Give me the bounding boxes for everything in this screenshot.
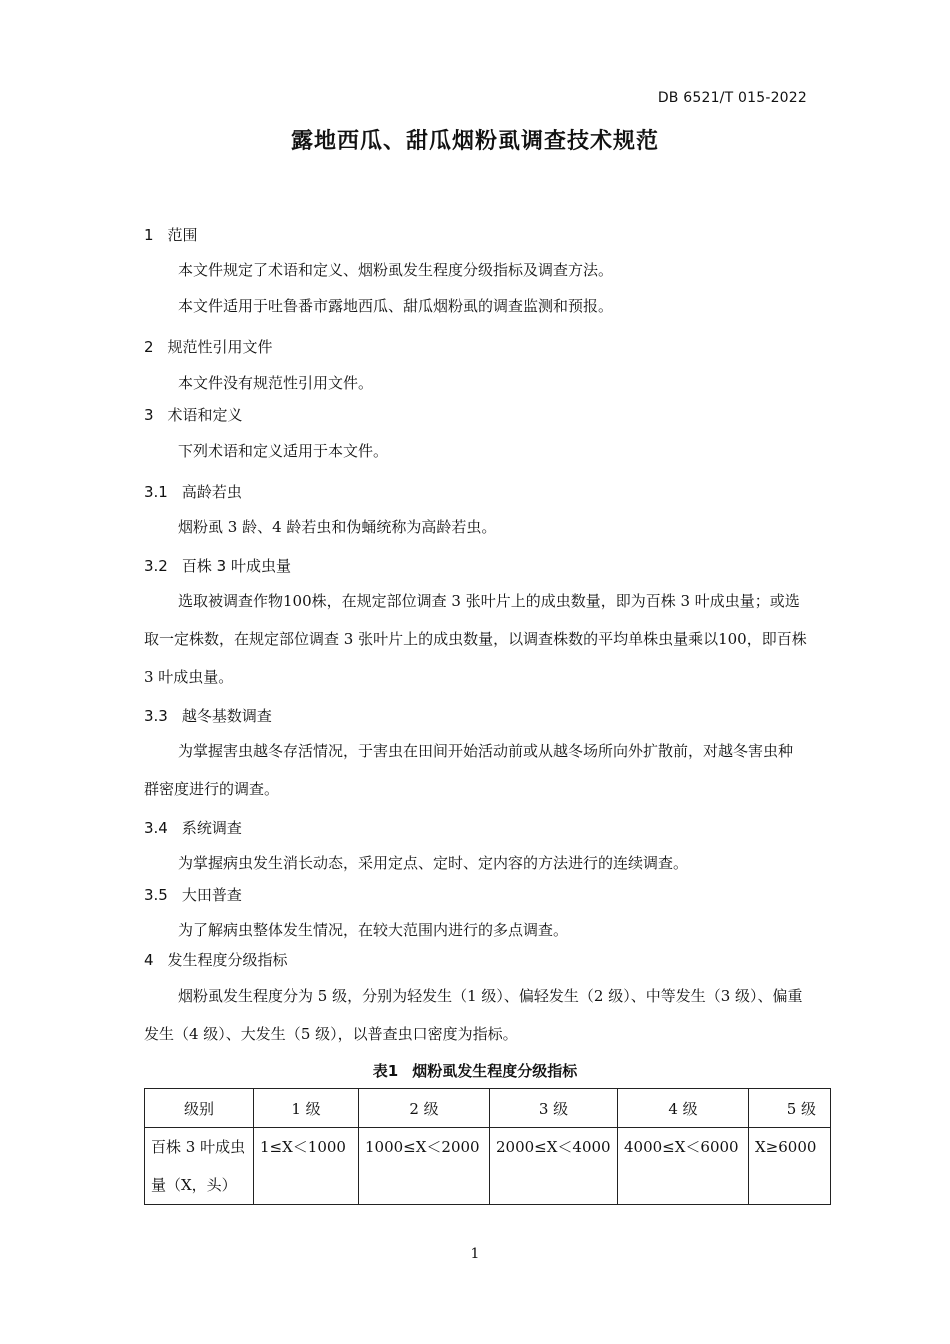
table-caption-number: 表1 [372, 1062, 399, 1080]
section-number: 3.2 [144, 557, 168, 575]
section-number: 3.3 [144, 707, 168, 725]
table-header-cell: 1 级 [254, 1089, 359, 1128]
table-header-cell: 3 级 [490, 1089, 618, 1128]
section-number: 3.1 [144, 483, 168, 501]
table-cell: 1000≤X＜2000 [359, 1128, 490, 1205]
section-heading-2 [144, 336, 273, 357]
section-heading-3 [144, 404, 243, 425]
section-heading-3-1 [144, 481, 242, 502]
section-heading-4 [144, 949, 288, 970]
paragraph: 为掌握病虫发生消长动态，采用定点、定时、定内容的方法进行的连续调查。 [178, 854, 689, 872]
paragraph: 本文件没有规范性引用文件。 [178, 374, 374, 392]
document-code: DB 6521/T 015-2022 [657, 90, 807, 106]
table-header-cell: 2 级 [359, 1089, 490, 1128]
table-cell: X≥6000 [749, 1128, 831, 1205]
section-title: 高龄若虫 [181, 483, 242, 501]
document-title: 露地西瓜、甜瓜烟粉虱调查技术规范 [290, 129, 659, 154]
section-number: 1 [144, 226, 154, 244]
section-title: 百株 3 叶成虫量 [181, 557, 291, 575]
section-title: 大田普查 [181, 886, 242, 904]
section-heading-3-4 [144, 817, 242, 838]
table-cell: 1≤X＜1000 [254, 1128, 359, 1205]
section-number: 3.5 [144, 886, 168, 904]
paragraph: 烟粉虱 3 龄、4 龄若虫和伪蛹统称为高龄若虫。 [178, 518, 497, 536]
section-title: 规范性引用文件 [167, 338, 273, 356]
section-title: 系统调查 [181, 819, 242, 837]
section-number: 3.4 [144, 819, 168, 837]
section-heading-3-3 [144, 705, 272, 726]
section-heading-3-5 [144, 884, 242, 905]
table-header-cell: 级别 [145, 1089, 254, 1128]
table-caption [0, 1060, 950, 1081]
table-cell: 百株 3 叶成虫量（X，头） [145, 1128, 254, 1205]
table-header-cell: 4 级 [618, 1089, 749, 1128]
paragraph: 烟粉虱发生程度分为 5 级，分别为轻发生（1 级）、偏轻发生（2 级）、中等发生（3 级）、偏重发生（4 级）、大发生（5 级），以普查虫口密度为指标。 [144, 987, 803, 1043]
paragraph: 为掌握害虫越冬存活情况，于害虫在田间开始活动前或从越冬场所向外扩散前，对越冬害虫种群密度进行的调查。 [144, 742, 794, 798]
section-number: 3 [144, 406, 154, 424]
table-cell: 2000≤X＜4000 [490, 1128, 618, 1205]
page-number: 1 [470, 1246, 480, 1262]
section-number: 2 [144, 338, 154, 356]
paragraph: 下列术语和定义适用于本文件。 [178, 442, 389, 460]
table-row [145, 1128, 831, 1205]
paragraph: 选取被调查作物100株，在规定部位调查 3 张叶片上的成虫数量，即为百株 3 叶成虫量；或选取一定株数，在规定部位调查 3 张叶片上的成虫数量，以调查株数的平均单株虫量乘以100，即百株 3 叶成虫量。 [144, 592, 807, 686]
table-cell: 4000≤X＜6000 [618, 1128, 749, 1205]
section-title: 范围 [167, 226, 198, 244]
paragraph: 为了解病虫整体发生情况，在较大范围内进行的多点调查。 [178, 921, 569, 939]
section-title: 越冬基数调查 [181, 707, 272, 725]
grade-table [144, 1088, 831, 1205]
section-title: 发生程度分级指标 [167, 951, 288, 969]
section-title: 术语和定义 [167, 406, 243, 424]
paragraph: 本文件规定了术语和定义、烟粉虱发生程度分级指标及调查方法。 [178, 261, 614, 279]
table-header-row [145, 1089, 831, 1128]
table-caption-title: 烟粉虱发生程度分级指标 [412, 1062, 578, 1080]
section-heading-1 [144, 224, 198, 245]
paragraph: 本文件适用于吐鲁番市露地西瓜、甜瓜烟粉虱的调查监测和预报。 [178, 297, 614, 315]
section-number: 4 [144, 951, 154, 969]
section-heading-3-2 [144, 555, 291, 576]
table-header-cell: 5 级 [749, 1089, 831, 1128]
